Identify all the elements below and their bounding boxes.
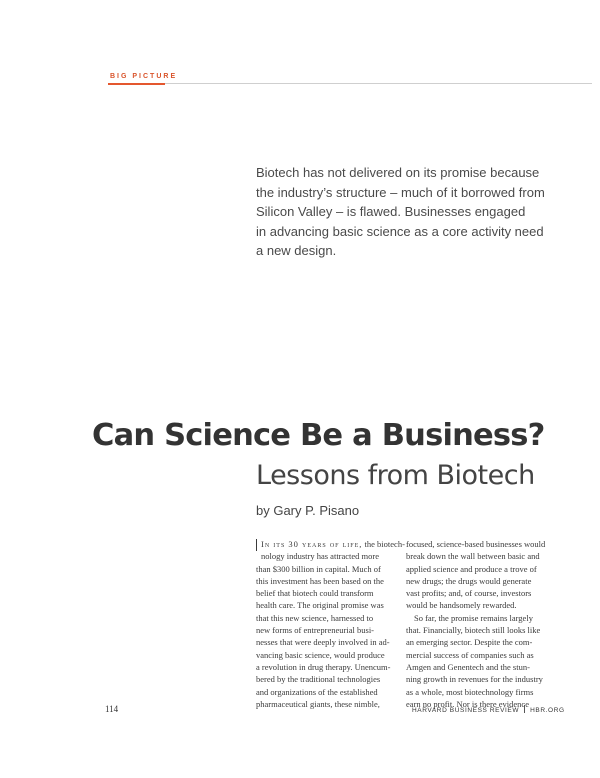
- body-line: pharmaceutical giants, these nimble,: [256, 698, 380, 709]
- opening-smallcaps: In its 30 years of life,: [261, 539, 363, 549]
- body-line: that this new science, harnessed to: [256, 612, 374, 623]
- body-line: belief that biotech could transform: [256, 588, 374, 599]
- section-label: BIG PICTURE: [110, 73, 178, 80]
- deck-line: in advancing basic science as a core activity need: [256, 223, 544, 239]
- body-line: ning growth in revenues for the industry: [406, 674, 543, 685]
- body-line: health care. The original promise was: [256, 600, 384, 611]
- deck-line: Silicon Valley – is flawed. Businesses engaged: [256, 204, 526, 219]
- footer-separator: [524, 705, 525, 713]
- body-line: bered by the traditional technologies: [256, 674, 381, 685]
- footer-publication: [412, 705, 565, 714]
- body-column-2: [406, 538, 546, 710]
- publication-site: HBR.ORG: [530, 707, 565, 714]
- deck-line: Biotech has not delivered on its promise because: [256, 165, 540, 180]
- body-line: So far, the promise remains largely: [414, 612, 533, 623]
- body-line: earn no profit. Nor is there evidence: [406, 698, 529, 709]
- header-rule: [108, 83, 592, 84]
- deck-line: a new design.: [256, 243, 337, 258]
- body-line: vast profits; and, of course, investors: [406, 588, 532, 599]
- header-accent-rule: [108, 83, 165, 85]
- opening-rest: the biotech-: [362, 539, 405, 549]
- body-line: as a whole, most biotechnology firms: [406, 686, 534, 697]
- body-line: Amgen and Genentech and the stun-: [406, 661, 530, 672]
- page-number: 114: [105, 704, 119, 714]
- article-subtitle: Lessons from Biotech: [256, 460, 535, 491]
- body-line: new drugs; the drugs would generate: [406, 575, 532, 586]
- deck: [256, 163, 556, 261]
- body-line: that. Financially, biotech still looks like: [406, 625, 541, 636]
- body-line: applied science and produce a trove of: [406, 563, 537, 574]
- body-line: [256, 538, 405, 550]
- body-line: nesses that were deeply involved in ad-: [256, 637, 390, 648]
- body-line: and organizations of the established: [256, 686, 378, 697]
- body-line: mercial success of companies such as: [406, 649, 534, 660]
- body-line: would be handsomely rewarded.: [406, 600, 517, 611]
- body-line: break down the wall between basic and: [406, 551, 540, 562]
- body-line: than $300 billion in capital. Much of: [256, 563, 381, 574]
- body-line: an emerging sector. Despite the com-: [406, 637, 533, 648]
- body-line: vancing basic science, would produce: [256, 649, 385, 660]
- body-column-1: [256, 538, 405, 710]
- publication-name: HARVARD BUSINESS REVIEW: [412, 707, 520, 714]
- body-line: this investment has been based on the: [256, 575, 384, 586]
- byline: by Gary P. Pisano: [256, 503, 360, 518]
- body-line: new forms of entrepreneurial busi-: [256, 625, 375, 636]
- article-title: Can Science Be a Business?: [92, 418, 545, 453]
- body-line: a revolution in drug therapy. Unencum-: [256, 661, 391, 672]
- body-line: focused, science-based businesses would: [406, 539, 546, 549]
- body-line: nology industry has attracted more: [261, 551, 380, 562]
- deck-line: the industry’s structure – much of it borrowed from: [256, 184, 545, 200]
